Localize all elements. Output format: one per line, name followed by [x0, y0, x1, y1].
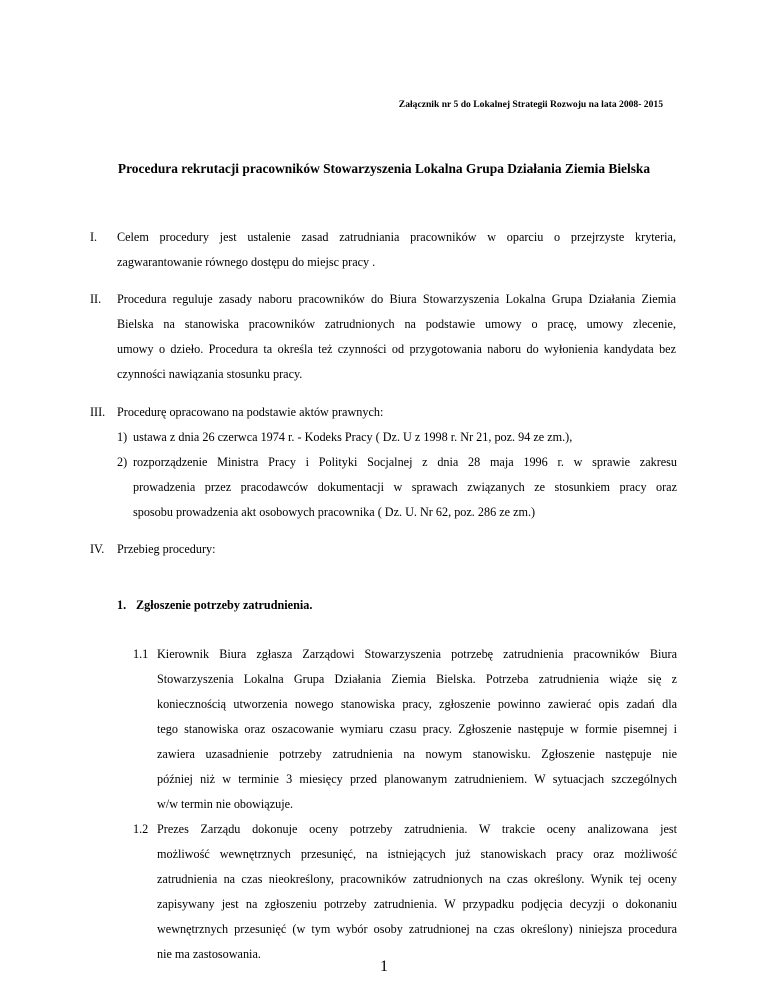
- paragraph-line: zatrudnienia na czas nieokreślony, pracowników zatrudnionych na czas określony. Wynik tej oceny: [157, 872, 677, 886]
- list-item: [117, 425, 677, 450]
- section-number: III.: [90, 405, 106, 419]
- list-item-text: prowadzenia przez pracodawców dokumentacji w sprawach związanych ze stosunkiem pracy oraz: [133, 480, 677, 494]
- paragraph-line: Bielska na stanowiska pracowników zatrudnionych na podstawie umowy o pracę, umowy zlecenie,: [117, 317, 676, 331]
- paragraph-line: Prezes Zarządu dokonuje oceny potrzeby zatrudnienia. W trakcie oceny analizowana jest: [157, 822, 677, 836]
- paragraph-line: Celem procedury jest ustalenie zasad zatrudniania pracowników w oparciu o przejrzyste kryteria,: [117, 230, 676, 244]
- subsection-1-1: [133, 642, 677, 817]
- section-4: [90, 537, 676, 562]
- paragraph-line: możliwość wewnętrznych przesunięć, na istniejących już stanowiskach pracy oraz możliwość: [157, 847, 677, 861]
- section-2: [90, 287, 676, 387]
- subsection-1-2: [133, 817, 677, 967]
- list-item-text: rozporządzenie Ministra Pracy i Polityki Socjalnej z dnia 28 maja 1996 r. w sprawie zakresu: [133, 455, 677, 469]
- paragraph-line: zawiera uzasadnienie potrzeby zatrudnienia na nowym stanowisku. Zgłoszenie następuje nie: [157, 747, 677, 761]
- subsection-number: 1.1: [133, 647, 149, 661]
- section-number: II.: [90, 292, 102, 306]
- list-item-number: 2): [117, 455, 128, 469]
- list-item-number: 1): [117, 430, 128, 444]
- step-heading-text: Zgłoszenie potrzeby zatrudnienia.: [136, 598, 313, 612]
- paragraph-line: Stowarzyszenia Lokalna Grupa Działania Ziemia Bielska. Potrzeba zatrudnienia wiąże się z: [157, 672, 677, 686]
- annex-header: Załącznik nr 5 do Lokalnej Strategii Rozwoju na lata 2008- 2015: [398, 99, 663, 110]
- paragraph-line: czynności nawiązania stosunku pracy.: [117, 367, 303, 381]
- section-number: IV.: [90, 542, 105, 556]
- document-title: Procedura rekrutacji pracowników Stowarzyszenia Lokalna Grupa Działania Ziemia Bielska: [117, 161, 651, 176]
- section-number: I.: [90, 230, 98, 244]
- paragraph-line: wewnętrznych przesunięć (w tym wybór osoby zatrudnionej na czas określony) niniejsza procedura: [157, 922, 677, 936]
- paragraph-line: tego stanowiska oraz oszacowanie wymiaru czasu pracy. Zgłoszenie następuje w formie pisemnej i: [157, 722, 677, 736]
- paragraph-line: Kierownik Biura zgłasza Zarządowi Stowarzyszenia potrzebę zatrudnienia pracowników Biura: [157, 647, 677, 661]
- list-item-text: sposobu prowadzenia akt osobowych pracownika ( Dz. U. Nr 62, poz. 286 ze zm.): [133, 505, 536, 519]
- section-intro: Procedurę opracowano na podstawie aktów prawnych:: [117, 405, 384, 419]
- page-number: 1: [380, 958, 388, 975]
- paragraph-line: w/w termin nie obowiązuje.: [157, 797, 294, 811]
- paragraph-line: umowy o dzieło. Procedura ta określa też czynności od przygotowania naboru do wyłonienia kandydata bez: [117, 342, 676, 356]
- subsection-number: 1.2: [133, 822, 149, 836]
- paragraph-line: Procedura reguluje zasady naboru pracowników do Biura Stowarzyszenia Lokalna Grupa Działania Ziemia: [117, 292, 676, 306]
- paragraph-line: zagwarantowanie równego dostępu do miejsc pracy .: [117, 255, 376, 269]
- list-item-text: ustawa z dnia 26 czerwca 1974 r. - Kodeks Pracy ( Dz. U z 1998 r. Nr 21, poz. 94 ze zm.),: [133, 430, 573, 444]
- section-3: [90, 400, 676, 425]
- paragraph-line: później niż w terminie 3 miesięcy przed planowanym zatrudnieniem. W sytuacjach szczególnych: [157, 772, 677, 786]
- paragraph-line: koniecznością utworzenia nowego stanowiska pracy, zgłoszenie powinno zawierać opis zadań dla: [157, 697, 677, 711]
- step-number: 1.: [117, 598, 127, 612]
- list-item: [117, 450, 677, 525]
- paragraph-line: zapisywany jest na zgłoszeniu potrzeby zatrudnienia. W przypadku podjęcia decyzji o dokonaniu: [157, 897, 677, 911]
- paragraph-line: nie ma zastosowania.: [157, 947, 261, 961]
- section-intro: Przebieg procedury:: [117, 542, 216, 556]
- step-heading: [117, 593, 677, 618]
- section-1: [90, 225, 676, 275]
